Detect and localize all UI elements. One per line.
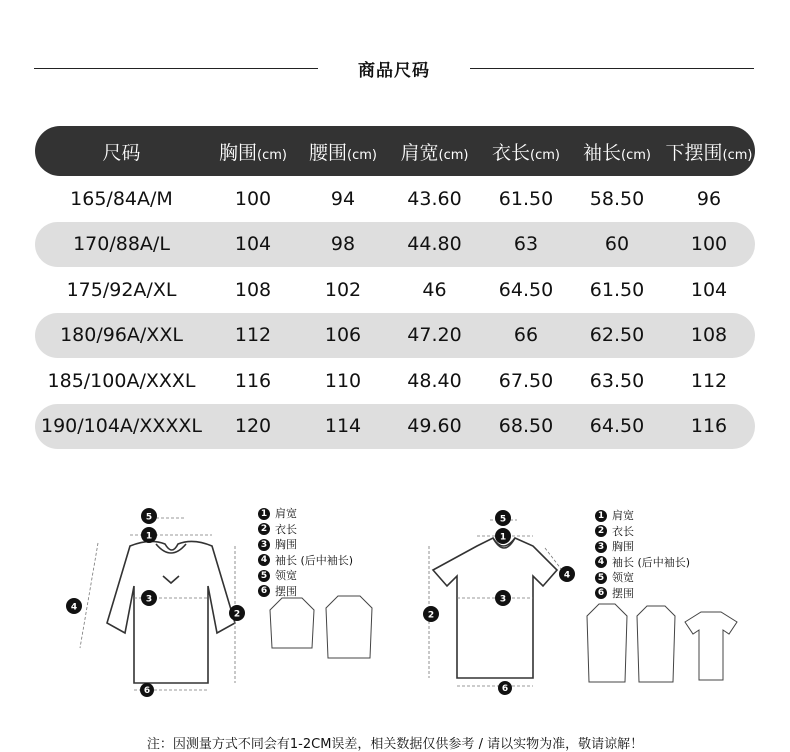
legend-item: 1 肩宽 [595, 508, 690, 524]
svg-text:2: 2 [233, 609, 241, 620]
section-title [0, 56, 790, 82]
table-row [35, 267, 755, 313]
cell-waist: 110 [324, 369, 362, 392]
cell-shoulder: 46 [422, 278, 447, 301]
cell-length: 68.50 [498, 415, 554, 438]
cell-sleeve: 60 [604, 233, 630, 256]
cell-waist: 114 [324, 415, 362, 438]
cell-waist: 106 [324, 324, 362, 347]
title-divider-right [470, 68, 754, 69]
legend-item: 2 衣长 [595, 524, 690, 540]
cell-hem: 104 [690, 278, 728, 301]
tshirt-icon [415, 498, 765, 703]
cell-chest: 120 [234, 415, 272, 438]
legend-item: 4 袖长 (后中袖长) [595, 555, 690, 571]
cell-shoulder: 49.60 [407, 415, 462, 438]
cell-size: 170/88A/L [73, 233, 170, 256]
cell-sleeve: 62.50 [589, 324, 645, 347]
disclaimer-note: 注：因测量方式不同会有1-2CM误差，相关数据仅供参考 / 请以实物为准，敬请谅解！ [146, 737, 644, 752]
cell-shoulder: 48.40 [407, 369, 462, 392]
cell-length: 61.50 [498, 187, 554, 210]
cell-hem: 108 [690, 324, 728, 347]
cell-sleeve: 58.50 [589, 187, 645, 210]
cell-shoulder: 44.80 [407, 233, 462, 256]
svg-text:1: 1 [145, 531, 153, 542]
svg-text:5: 5 [145, 512, 153, 523]
cell-waist: 98 [330, 233, 356, 256]
table-row [35, 176, 755, 222]
svg-text:3: 3 [145, 594, 153, 605]
cell-hem: 112 [690, 369, 728, 392]
header-hem: 下摆围(cm) [665, 141, 753, 164]
cell-length: 67.50 [498, 369, 554, 392]
cell-waist: 102 [324, 278, 362, 301]
cell-chest: 112 [234, 324, 272, 347]
cell-length: 66 [513, 324, 539, 347]
svg-text:4: 4 [563, 570, 571, 581]
legend-item: 3 胸围 [595, 539, 690, 555]
legend-item: 5 领宽 [595, 570, 690, 586]
size-table [35, 126, 755, 449]
legend-item: 3 胸围 [258, 537, 353, 553]
svg-text:2: 2 [427, 610, 435, 621]
svg-text:3: 3 [499, 594, 507, 605]
cell-size: 180/96A/XXL [60, 324, 183, 347]
cell-chest: 108 [234, 278, 272, 301]
header-sleeve: 袖长(cm) [583, 141, 651, 164]
header-length: 衣长(cm) [492, 141, 560, 164]
header-waist: 腰围(cm) [309, 141, 377, 164]
cell-size: 165/84A/M [70, 187, 173, 210]
long-sleeve-legend [258, 506, 353, 599]
cell-sleeve: 64.50 [589, 415, 645, 438]
cell-sleeve: 63.50 [589, 369, 645, 392]
svg-text:6: 6 [501, 684, 509, 694]
long-sleeve-measure-diagram [60, 498, 405, 703]
cell-chest: 116 [234, 369, 272, 392]
legend-item: 1 肩宽 [258, 506, 353, 522]
cell-waist: 94 [330, 187, 356, 210]
cell-sleeve: 61.50 [589, 278, 645, 301]
cell-size: 175/92A/XL [66, 278, 177, 301]
svg-text:1: 1 [499, 532, 507, 543]
cell-chest: 104 [234, 233, 272, 256]
short-sleeve-measure-diagram [415, 498, 765, 703]
table-header [35, 126, 755, 176]
title-divider-left [34, 68, 318, 69]
legend-item: 6 摆围 [258, 584, 353, 600]
table-row [35, 404, 755, 450]
table-row [35, 358, 755, 404]
header-chest: 胸围(cm) [219, 141, 287, 164]
header-shoulder: 肩宽(cm) [400, 141, 469, 164]
svg-text:4: 4 [70, 602, 78, 613]
table-row [35, 222, 755, 268]
cell-length: 63 [513, 233, 539, 256]
svg-text:5: 5 [499, 514, 507, 525]
cell-hem: 100 [690, 233, 728, 256]
legend-item: 4 袖长 (后中袖长) [258, 553, 353, 569]
page-title: 商品尺码 [358, 61, 430, 81]
svg-text:6: 6 [143, 686, 151, 696]
header-size: 尺码 [102, 141, 141, 164]
cell-hem: 96 [696, 187, 722, 210]
legend-item: 2 衣长 [258, 522, 353, 538]
long-sleeve-shirt-icon [60, 498, 405, 703]
cell-size: 185/100A/XXXL [47, 369, 196, 392]
table-row [35, 313, 755, 359]
short-sleeve-legend [595, 508, 690, 601]
cell-length: 64.50 [498, 278, 554, 301]
cell-hem: 116 [690, 415, 728, 438]
cell-shoulder: 47.20 [407, 324, 462, 347]
legend-item: 6 摆围 [595, 586, 690, 602]
legend-item: 5 领宽 [258, 568, 353, 584]
cell-chest: 100 [234, 187, 272, 210]
cell-size: 190/104A/XXXXL [41, 415, 202, 438]
cell-shoulder: 43.60 [407, 187, 462, 210]
